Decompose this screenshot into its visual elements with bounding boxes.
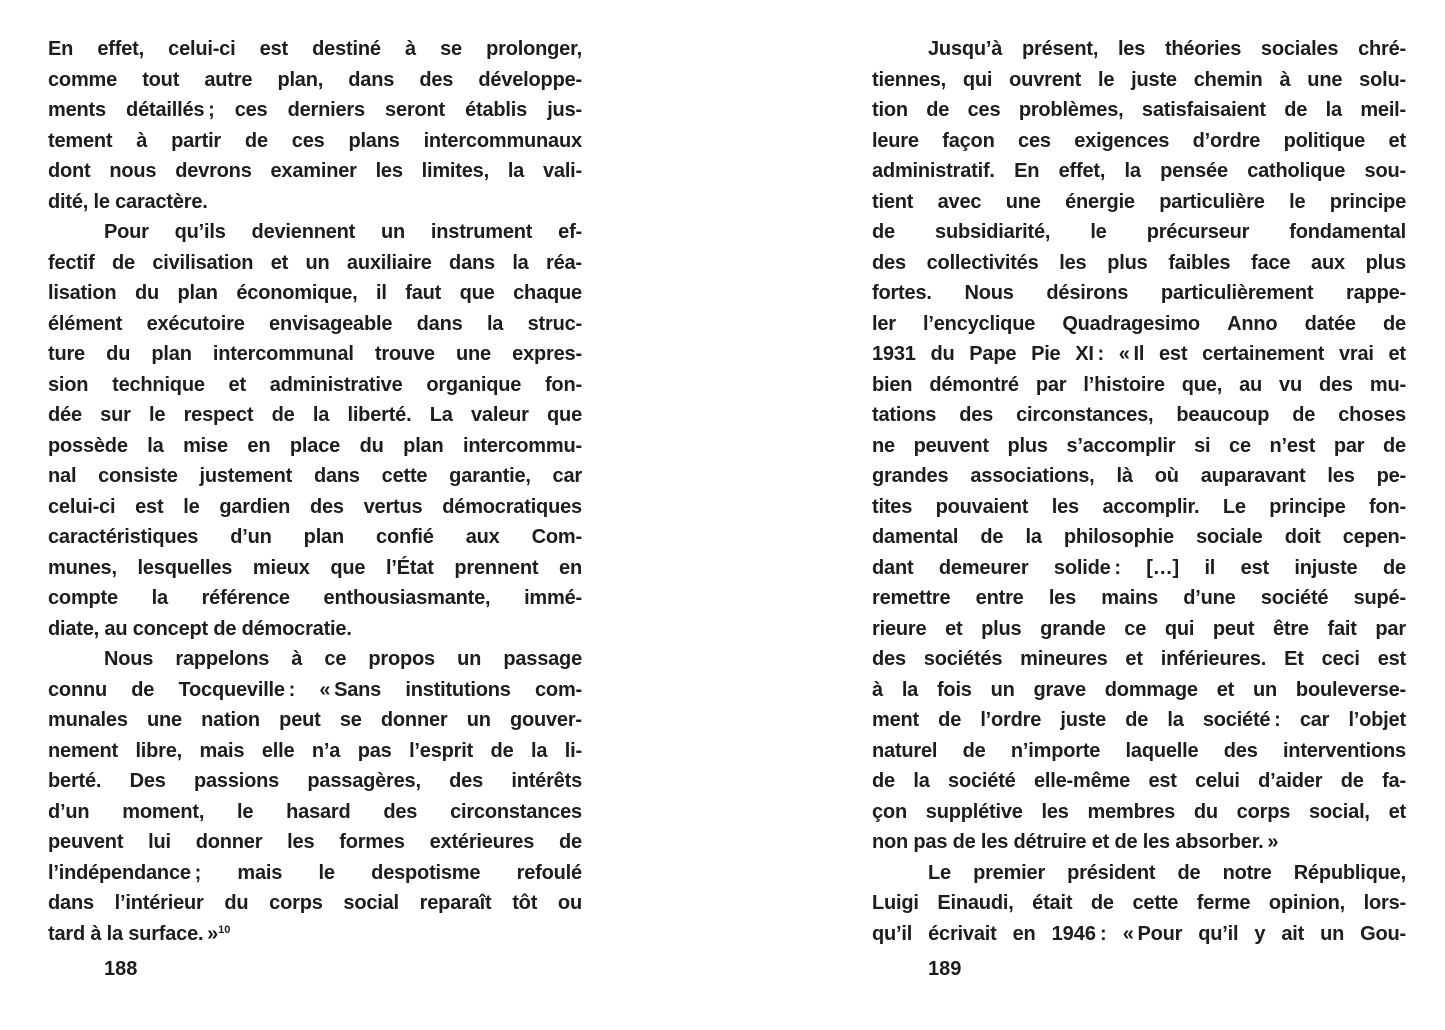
text-line: grandes associations, là où auparavant les pe- (872, 465, 1406, 487)
text-line: possède la mise en place du plan intercommu- (48, 434, 582, 457)
text-line: dité, le caractère. (48, 190, 208, 213)
text-line: fectif de civilisation et un auxiliaire dans la réa- (48, 251, 582, 274)
text-line: Luigi Einaudi, était de cette ferme opinion, lors- (872, 892, 1406, 914)
page-left (48, 34, 582, 985)
text-line: lisation du plan économique, il faut que chaque (48, 282, 582, 304)
text-line: 1931 du Pape Pie XI : « Il est certainement vrai et (872, 343, 1406, 365)
text-line: leure façon ces exigences d’ordre politique et (872, 129, 1406, 152)
text-line: tient avec une énergie particulière le principe (872, 190, 1406, 213)
text-lines (48, 34, 582, 949)
text-line: comme tout autre plan, dans des développe- (48, 68, 582, 91)
text-line: dont nous devrons examiner les limites, la vali- (48, 160, 582, 182)
footnote-marker: 10 (218, 923, 231, 936)
text-line: sion technique et administrative organique fon- (48, 373, 582, 396)
text-line: l’indépendance ; mais le despotisme refoulé (48, 861, 582, 884)
text-line: Le premier président de notre République, (928, 861, 1406, 884)
text-line: caractéristiques d’un plan confié aux Com- (48, 526, 582, 548)
text-line: celui-ci est le gardien des vertus démocratiques (48, 495, 582, 518)
text-line: fortes. Nous désirons particulièrement rappe- (872, 282, 1406, 304)
text-line: tiennes, qui ouvrent le juste chemin à une solu- (872, 68, 1406, 91)
text-line: tion de ces problèmes, satisfaisaient de la meil- (872, 99, 1406, 121)
text-line: damental de la philosophie sociale doit cepen- (872, 526, 1406, 548)
text-line: des collectivités les plus faibles face aux plus (872, 251, 1406, 274)
text-line: tations des circonstances, beaucoup de choses (872, 404, 1406, 426)
text-line: qu’il écrivait en 1946 : « Pour qu’il y ait un Gou- (872, 922, 1406, 945)
text-line: tement à partir de ces plans intercommunaux (48, 129, 582, 152)
text-line: ment de l’ordre juste de la société : car l’objet (872, 709, 1406, 731)
text-line: munes, lesquelles mieux que l’État prennent en (48, 556, 582, 579)
page-number: 189 (928, 958, 962, 980)
text-line: à la fois un grave dommage et un bouleverse- (872, 678, 1406, 701)
text-line: Nous rappelons à ce propos un passage (104, 648, 582, 670)
text-line: Jusqu’à présent, les théories sociales chré- (928, 38, 1406, 60)
text-line: ture du plan intercommunal trouve une expres- (48, 343, 582, 365)
page-number: 188 (104, 958, 138, 980)
text-line: dée sur le respect de la liberté. La valeur que (48, 404, 582, 426)
text-line: ments détaillés ; ces derniers seront établis jus- (48, 99, 582, 121)
text-line: peuvent lui donner les formes extérieures de (48, 831, 582, 853)
text-line: dant demeurer solide : […] il est injuste de (872, 556, 1406, 579)
text-line: nement libre, mais elle n’a pas l’esprit de la li- (48, 739, 582, 762)
text-line: de la société elle-même est celui d’aider de fa- (872, 770, 1406, 792)
text-line: compte la référence enthousiasmante, immé- (48, 587, 582, 609)
text-line: d’un moment, le hasard des circonstances (48, 800, 582, 823)
text-line: En effet, celui-ci est destiné à se prolonger, (48, 38, 582, 60)
text-lines (872, 34, 1406, 949)
text-line: connu de Tocqueville : « Sans institutions com- (48, 678, 582, 701)
text-line: tites pouvaient les accomplir. Le principe fon- (872, 495, 1406, 518)
text-line: non pas de les détruire et de les absorber. » (872, 831, 1279, 853)
text-line: çon supplétive les membres du corps social, et (872, 800, 1406, 823)
text-line: nal consiste justement dans cette garantie, car (48, 465, 582, 487)
text-line: de subsidiarité, le précurseur fondamental (872, 221, 1406, 243)
text-line: administratif. En effet, la pensée catholique sou- (872, 160, 1406, 182)
page-right (872, 34, 1406, 985)
text-line: munales une nation peut se donner un gouver- (48, 709, 582, 731)
text-line: ler l’encyclique Quadragesimo Anno datée de (872, 312, 1406, 335)
text-line: dans l’intérieur du corps social reparaît tôt ou (48, 892, 582, 914)
text-line: rieure et plus grande ce qui peut être fait par (872, 617, 1406, 640)
text-line: élément exécutoire envisageable dans la struc- (48, 312, 582, 335)
text-line: bien démontré par l’histoire que, au vu des mu- (872, 373, 1406, 396)
text-line: diate, au concept de démocratie. (48, 617, 352, 640)
text-line: berté. Des passions passagères, des intérêts (48, 770, 582, 792)
text-line: naturel de n’importe laquelle des interventions (872, 739, 1406, 762)
text-line: remettre entre les mains d’une société supé- (872, 587, 1406, 609)
text-line: Pour qu’ils deviennent un instrument ef- (104, 221, 582, 243)
text-line: ne peuvent plus s’accomplir si ce n’est par de (872, 434, 1406, 457)
text-line: tard à la surface. »$^{10}$ (48, 922, 231, 945)
text-line: des sociétés mineures et inférieures. Et ceci est (872, 648, 1406, 670)
